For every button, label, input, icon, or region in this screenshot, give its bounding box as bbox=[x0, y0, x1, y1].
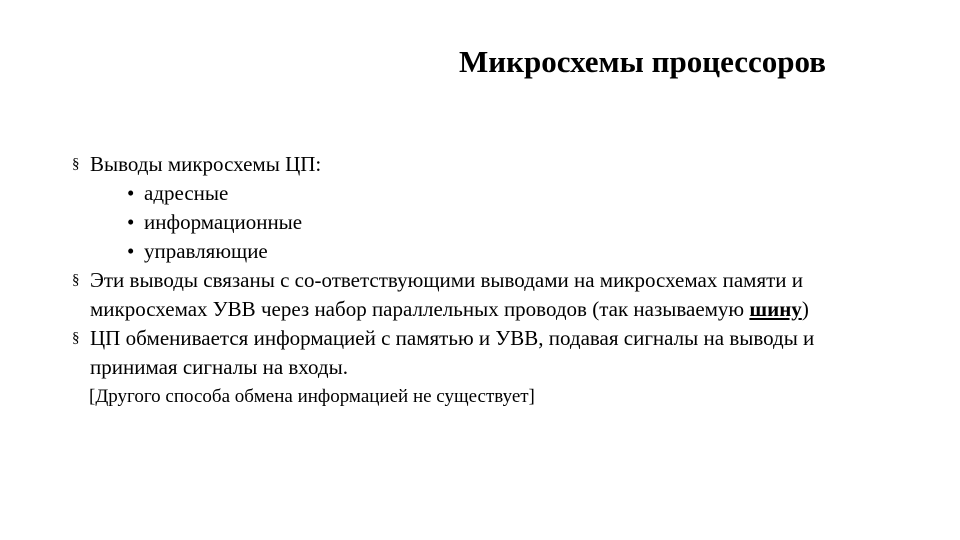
section-bullet-icon: § bbox=[72, 156, 80, 172]
sub-bullet-item bbox=[72, 179, 902, 208]
sub-bullet-text: информационные bbox=[144, 210, 303, 234]
slide-content bbox=[72, 150, 902, 410]
sub-bullet-item bbox=[72, 208, 902, 237]
bullet-item bbox=[72, 324, 902, 382]
section-bullet-icon: § bbox=[72, 330, 80, 346]
bus-term: шину bbox=[749, 297, 802, 321]
dot-bullet-icon: • bbox=[127, 210, 135, 234]
bullet-item bbox=[72, 150, 902, 179]
bullet-text-after: ) bbox=[801, 297, 809, 321]
bullet-text-before: Эти выводы связаны с со-ответствующими выводами на микросхемах памяти и микросхемах УВВ через набор параллельных проводов (так называемую bbox=[90, 268, 804, 321]
section-bullet-icon: § bbox=[72, 272, 80, 288]
footnote: [Другого способа обмена информацией не существует] bbox=[89, 386, 535, 407]
bullet-item bbox=[72, 266, 902, 324]
bullet-text: ЦП обменивается информацией с памятью и УВВ, подавая сигналы на выводы и принимая сигналы на входы. bbox=[90, 326, 815, 379]
sub-bullet-text: адресные bbox=[144, 181, 229, 205]
bullet-text: Выводы микросхемы ЦП: bbox=[90, 152, 322, 176]
dot-bullet-icon: • bbox=[127, 239, 135, 263]
slide-title: Микросхемы процессоров bbox=[459, 44, 826, 79]
sub-bullet-text: управляющие bbox=[144, 239, 268, 263]
dot-bullet-icon: • bbox=[127, 181, 135, 205]
sub-bullet-item bbox=[72, 237, 902, 266]
